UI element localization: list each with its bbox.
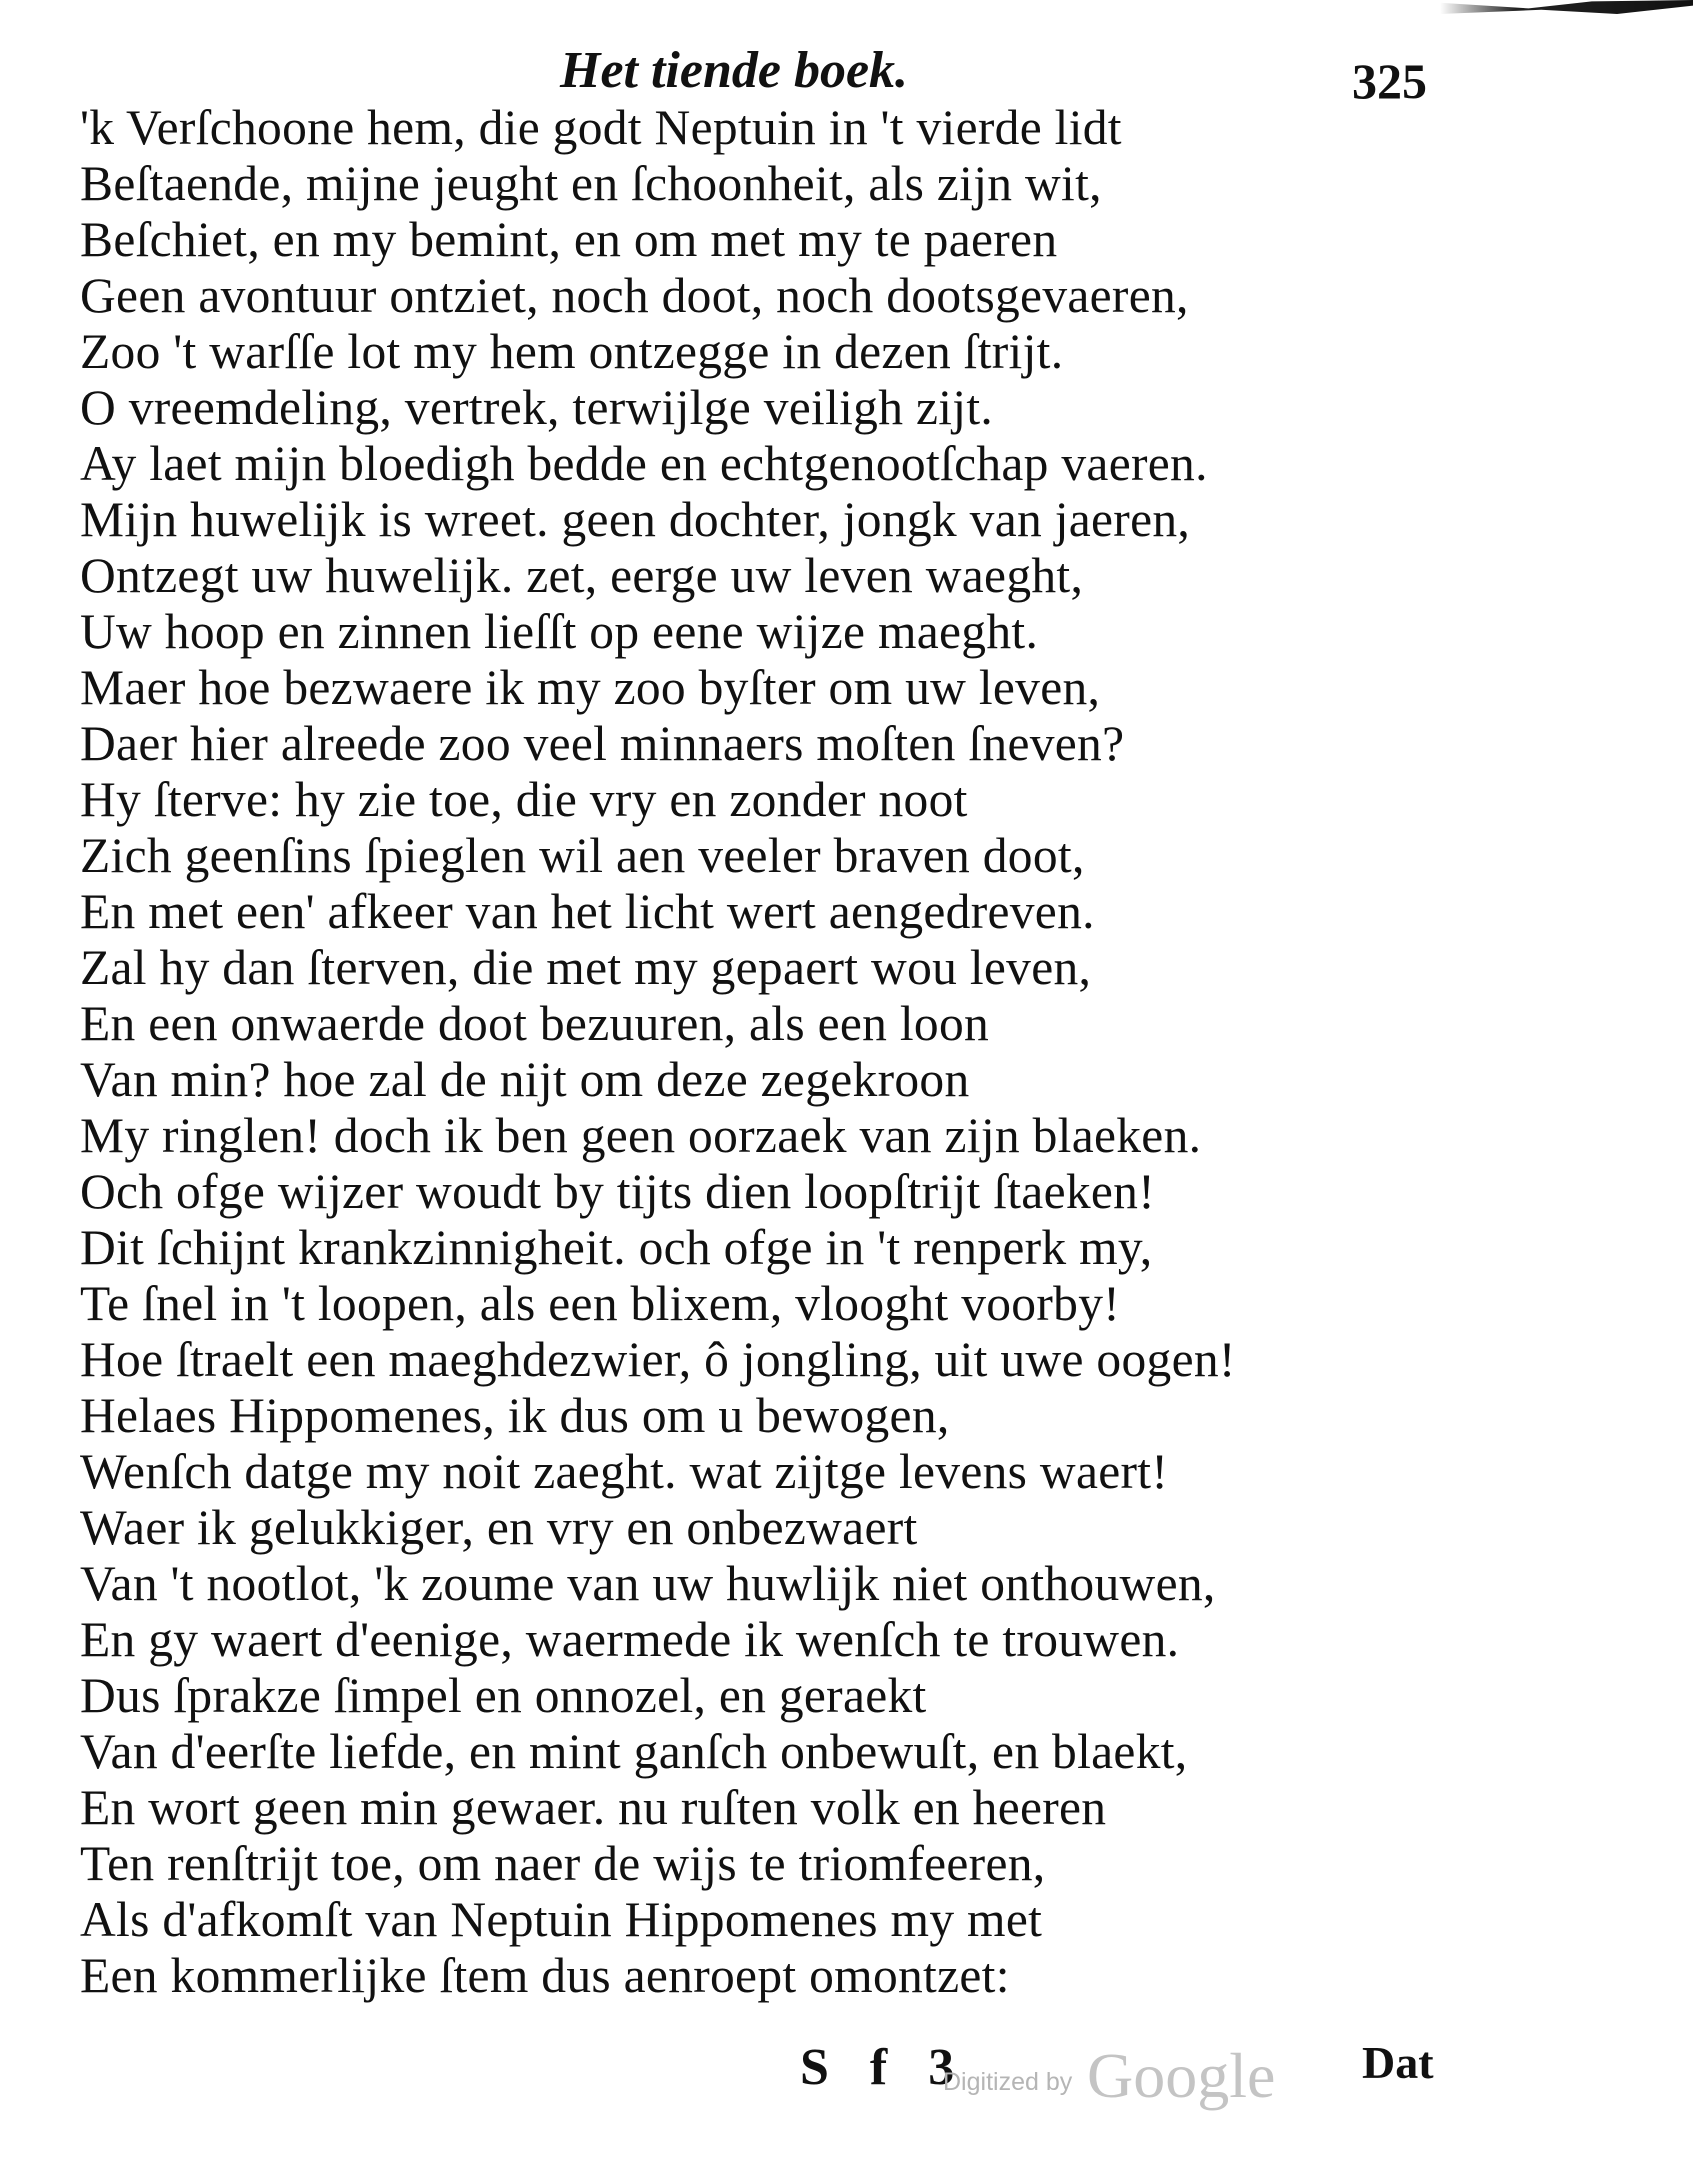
verse-line: Zich geenſins ſpieglen wil aen veeler braven doot, [80, 828, 1085, 883]
verse-line: Wenſch datge my noit zaeght. wat zijtge levens waert! [80, 1444, 1169, 1499]
verse-line: Dit ſchijnt krankzinnigheit. och ofge in 't renperk my, [80, 1220, 1153, 1275]
verse-line: Waer ik gelukkiger, en vry en onbezwaert [80, 1500, 918, 1555]
verse-line: Ten renſtrijt toe, om naer de wijs te triomfeeren, [80, 1836, 1046, 1891]
verse-line: Te ſnel in 't loopen, als een blixem, vlooght voorby! [80, 1276, 1121, 1331]
verse-line: Als d'afkomſt van Neptuin Hippomenes my met [80, 1892, 1043, 1947]
verse-line: En wort geen min gewaer. nu ruſten volk en heeren [80, 1780, 1107, 1835]
verse-line: En met een' afkeer van het licht wert aengedreven. [80, 884, 1095, 939]
page-edge-shadow [1440, 0, 1693, 14]
verse-line: Mijn huwelijk is wreet. geen dochter, jongk van jaeren, [80, 492, 1191, 547]
verse-line: O vreemdeling, vertrek, terwijlge veiligh zijt. [80, 380, 994, 435]
verse-line: Dus ſprakze ſimpel en onnozel, en geraekt [80, 1668, 927, 1723]
verse-line: Daer hier alreede zoo veel minnaers moſten ſneven? [80, 716, 1125, 771]
verse-text [80, 100, 1410, 2004]
verse-line: Van 't nootlot, 'k zoume van uw huwlijk niet onthouwen, [80, 1556, 1216, 1611]
verse-line: En gy waert d'eenige, waermede ik wenſch te trouwen. [80, 1612, 1180, 1667]
google-logo: Google [1087, 2040, 1276, 2111]
verse-line: Ontzegt uw huwelijk. zet, eerge uw leven waeght, [80, 548, 1084, 603]
verse-line: Van min? hoe zal de nijt om deze zegekroon [80, 1052, 970, 1107]
page-number: 325 [1352, 53, 1427, 109]
digitized-by-watermark: Digitized by [943, 2068, 1073, 2096]
verse-line: Maer hoe bezwaere ik my zoo byſter om uw leven, [80, 660, 1101, 715]
verse-line: Beſtaende, mijne jeught en ſchoonheit, als zijn wit, [80, 156, 1102, 211]
verse-line: Uw hoop en zinnen lieſſt op eene wijze maeght. [80, 604, 1039, 659]
verse-line: Zal hy dan ſterven, die met my gepaert wou leven, [80, 940, 1092, 995]
page-footer [0, 2028, 1693, 2118]
verse-line: Ay laet mijn bloedigh bedde en echtgenootſchap vaeren. [80, 436, 1208, 491]
running-head: Het tiende boek. [560, 42, 909, 99]
verse-line: Een kommerlijke ſtem dus aenroept omontzet: [80, 1948, 1010, 2003]
verse-line: Helaes Hippomenes, ik dus om u bewogen, [80, 1388, 950, 1443]
verse-line: Hoe ſtraelt een maeghdezwier, ô jongling, uit uwe oogen! [80, 1332, 1236, 1387]
verse-line: En een onwaerde doot bezuuren, als een loon [80, 996, 990, 1051]
verse-line: Beſchiet, en my bemint, en om met my te paeren [80, 212, 1058, 267]
catchword: Dat [1362, 2037, 1434, 2088]
page-header [0, 36, 1693, 109]
verse-line: My ringlen! doch ik ben geen oorzaek van zijn blaeken. [80, 1108, 1202, 1163]
signature-mark: S f 3 [800, 2039, 969, 2096]
verse-line: Geen avontuur ontziet, noch doot, noch dootsgevaeren, [80, 268, 1189, 323]
verse-line: Zoo 't warſſe lot my hem ontzegge in dezen ſtrijt. [80, 324, 1064, 379]
verse-line: 'k Verſchoone hem, die godt Neptuin in 't vierde lidt [80, 100, 1122, 155]
verse-line: Hy ſterve: hy zie toe, die vry en zonder noot [80, 772, 968, 827]
verse-line: Van d'eerſte liefde, en mint ganſch onbewuſt, en blaekt, [80, 1724, 1188, 1779]
verse-line: Och ofge wijzer woudt by tijts dien loopſtrijt ſtaeken! [80, 1164, 1155, 1219]
